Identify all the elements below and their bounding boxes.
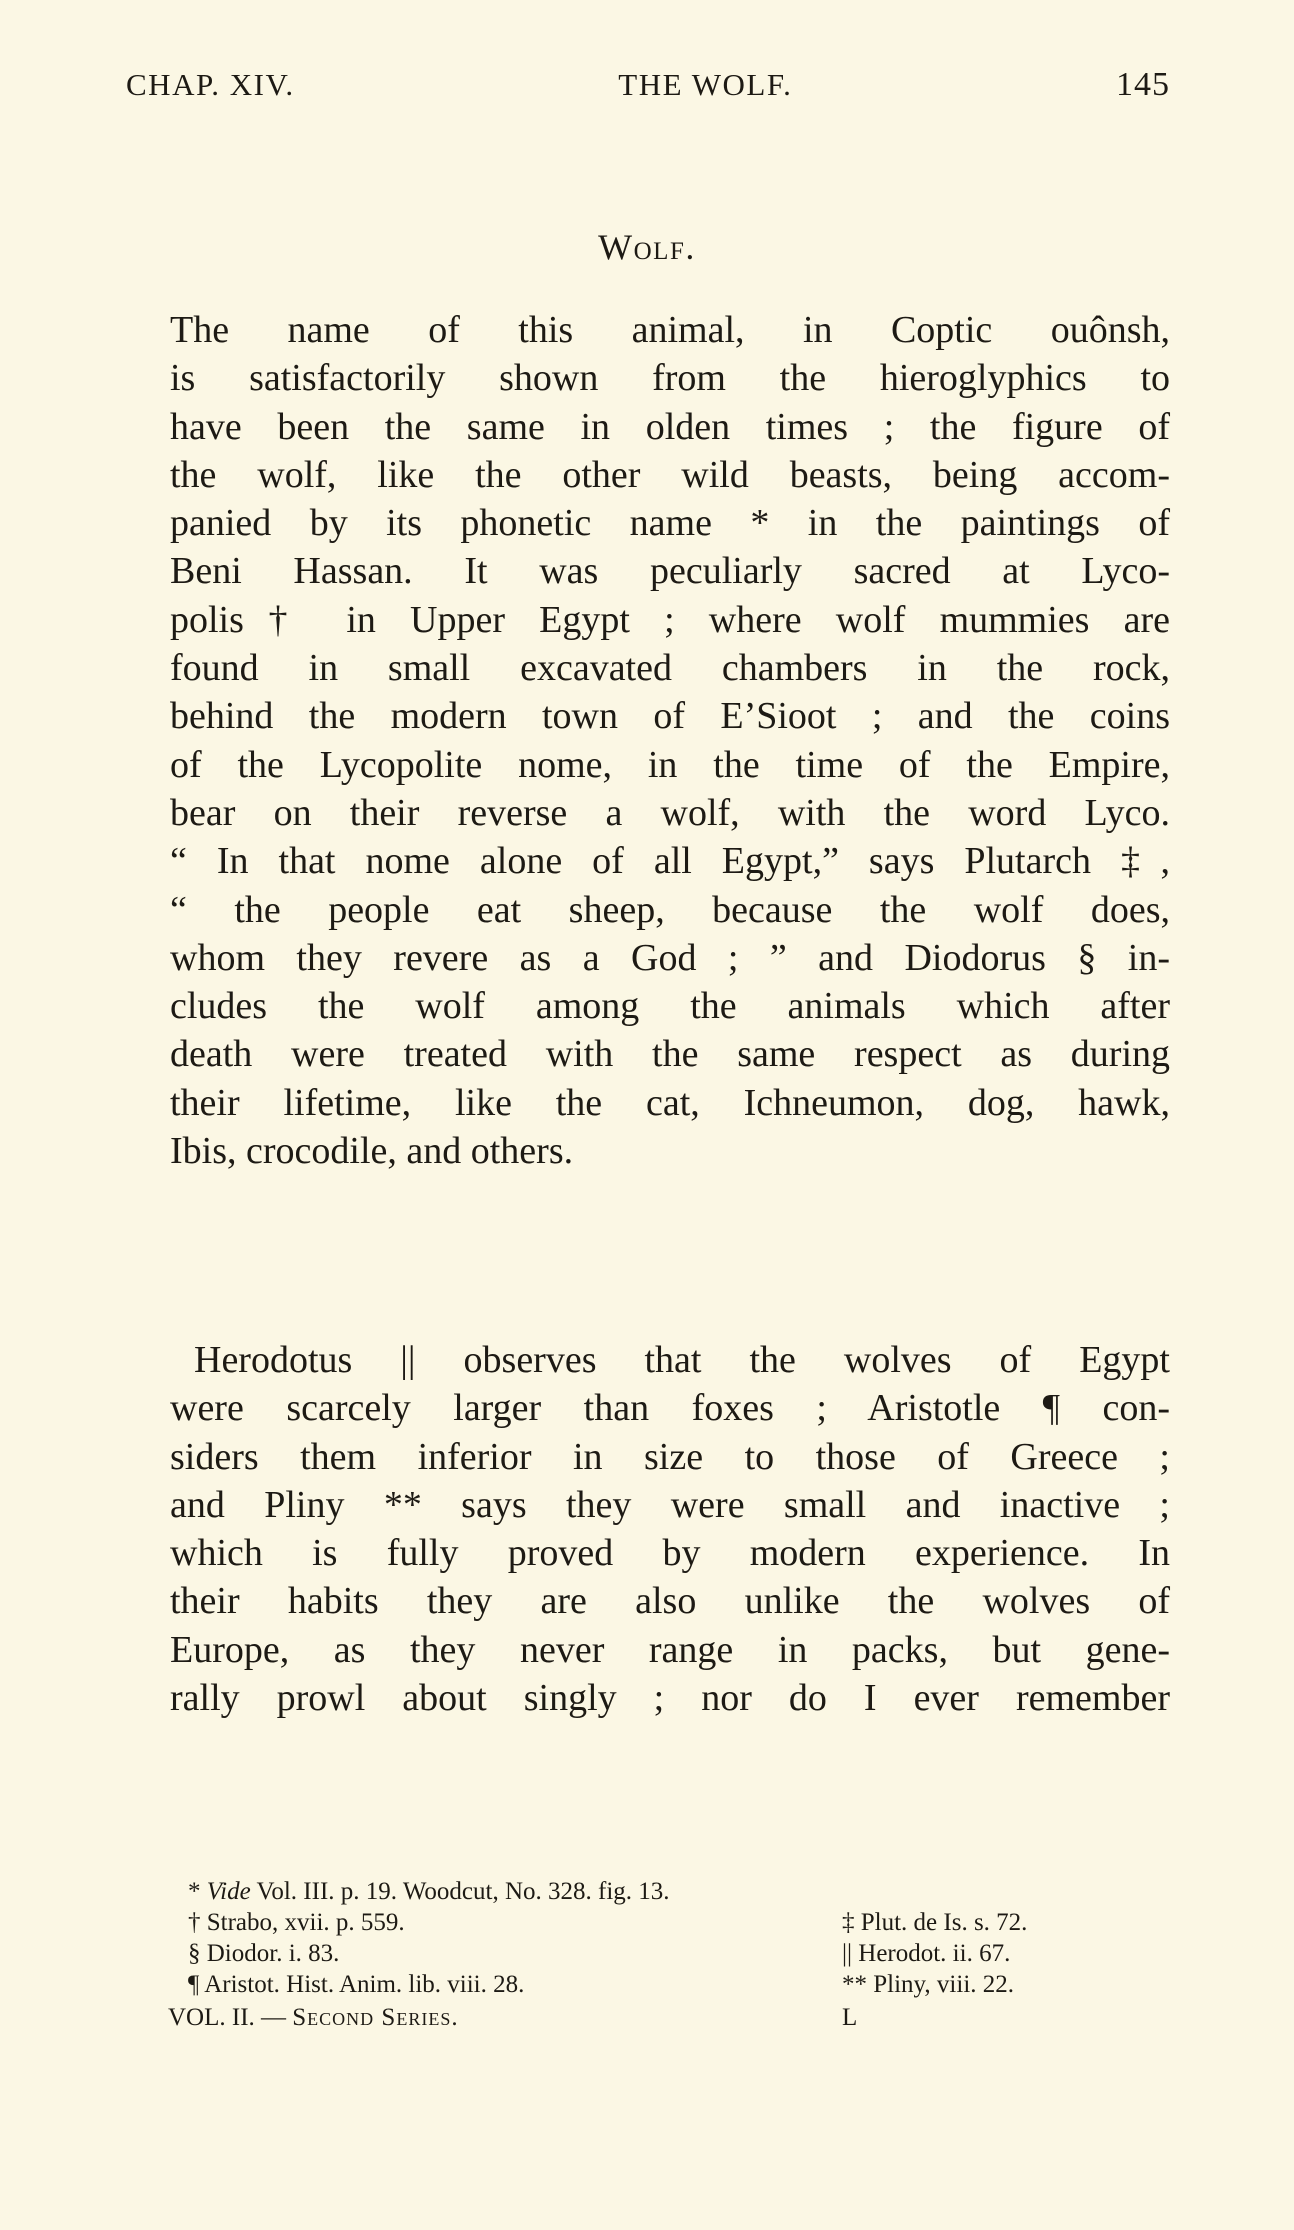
signature-letter: L <box>842 2004 858 2031</box>
text-line: of the Lycopolite nome, in the time of the Empire, <box>170 743 1170 786</box>
text-line: Beni Hassan. It was peculiarly sacred at Lyco- <box>170 550 1170 593</box>
paragraph-2 <box>170 1336 1170 1722</box>
text-line: behind the modern town of E’Sioot ; and the coins <box>170 695 1170 738</box>
signature-volume: VOL. II. <box>168 2004 255 2031</box>
footnote-vide: Vide <box>206 1878 251 1905</box>
text-line: panied by its phonetic name * in the paintings of <box>170 502 1170 545</box>
page-number: 145 <box>1116 66 1170 103</box>
footnote-row <box>168 1876 1172 1907</box>
text-line: rally prowl about singly ; nor do I ever remember <box>170 1677 1170 1720</box>
text-line: “ the people eat sheep, because the wolf does, <box>170 888 1170 931</box>
text-line: Europe, as they never range in packs, but gene- <box>170 1628 1170 1671</box>
text-line: death were treated with the same respect as during <box>170 1033 1170 1076</box>
running-title: THE WOLF. <box>618 67 793 102</box>
signature-volume-line <box>168 2002 459 2033</box>
text-line: Ibis, crocodile, and others. <box>170 1130 574 1173</box>
text-line: is satisfactorily shown from the hieroglyphics to <box>170 357 1170 400</box>
footnote-6: ¶ Aristot. Hist. Anim. lib. viii. 28. <box>188 1971 525 1998</box>
text-line: their habits they are also unlike the wolves of <box>170 1580 1170 1623</box>
footnote-4: § Diodor. i. 83. <box>188 1940 340 1967</box>
footnote-text: Vol. III. p. 19. Woodcut, No. 328. fig. 13. <box>256 1878 670 1905</box>
text-line: found in small excavated chambers in the rock, <box>170 647 1170 690</box>
text-line: “ In that nome alone of all Egypt,” says Plutarch ‡, <box>170 840 1170 883</box>
footnote-7: ** Pliny, viii. 22. <box>842 1971 1015 1998</box>
footnotes <box>168 1876 1172 2033</box>
text-line: which is fully proved by modern experience. In <box>170 1532 1170 1575</box>
text-line: polis† in Upper Egypt ; where wolf mummies are <box>170 598 1170 641</box>
footnote-row <box>168 1907 1172 1938</box>
text-line: the wolf, like the other wild beasts, being accom- <box>170 453 1170 496</box>
text-line: and Pliny ** says they were small and inactive ; <box>170 1483 1170 1526</box>
footnote-3: ‡ Plut. de Is. s. 72. <box>842 1909 1028 1936</box>
footnote-1 <box>168 1876 670 1907</box>
text-line: cludes the wolf among the animals which after <box>170 985 1170 1028</box>
paragraph-1 <box>170 306 1170 1175</box>
section-title: Wolf. <box>598 227 696 267</box>
text-line: their lifetime, like the cat, Ichneumon, dog, hawk, <box>170 1081 1170 1124</box>
chapter-label: CHAP. XIV. <box>126 67 295 102</box>
printer-signature <box>168 2000 1172 2033</box>
text-line: have been the same in olden times ; the figure of <box>170 405 1170 448</box>
text-line: Herodotus || observes that the wolves of Egypt <box>194 1339 1170 1381</box>
footnote-row <box>168 1969 1172 2000</box>
footnote-row <box>168 1938 1172 1969</box>
signature-dash: — <box>261 2004 287 2031</box>
footnote-2: † Strabo, xvii. p. 559. <box>188 1909 405 1936</box>
text-line: siders them inferior in size to those of Greece ; <box>170 1435 1170 1478</box>
text-line: were scarcely larger than foxes ; Aristotle ¶ con- <box>170 1387 1170 1430</box>
running-head <box>126 66 1170 104</box>
text-line: The name of this animal, in Coptic ouônsh, <box>170 309 1170 351</box>
signature-series: Second Series. <box>292 2004 459 2031</box>
text-line: bear on their reverse a wolf, with the word Lyco. <box>170 791 1170 834</box>
footnote-mark: * <box>188 1878 201 1905</box>
text-line: whom they revere as a God ; ” and Diodorus § in- <box>170 936 1170 979</box>
footnote-5: || Herodot. ii. 67. <box>842 1940 1011 1967</box>
